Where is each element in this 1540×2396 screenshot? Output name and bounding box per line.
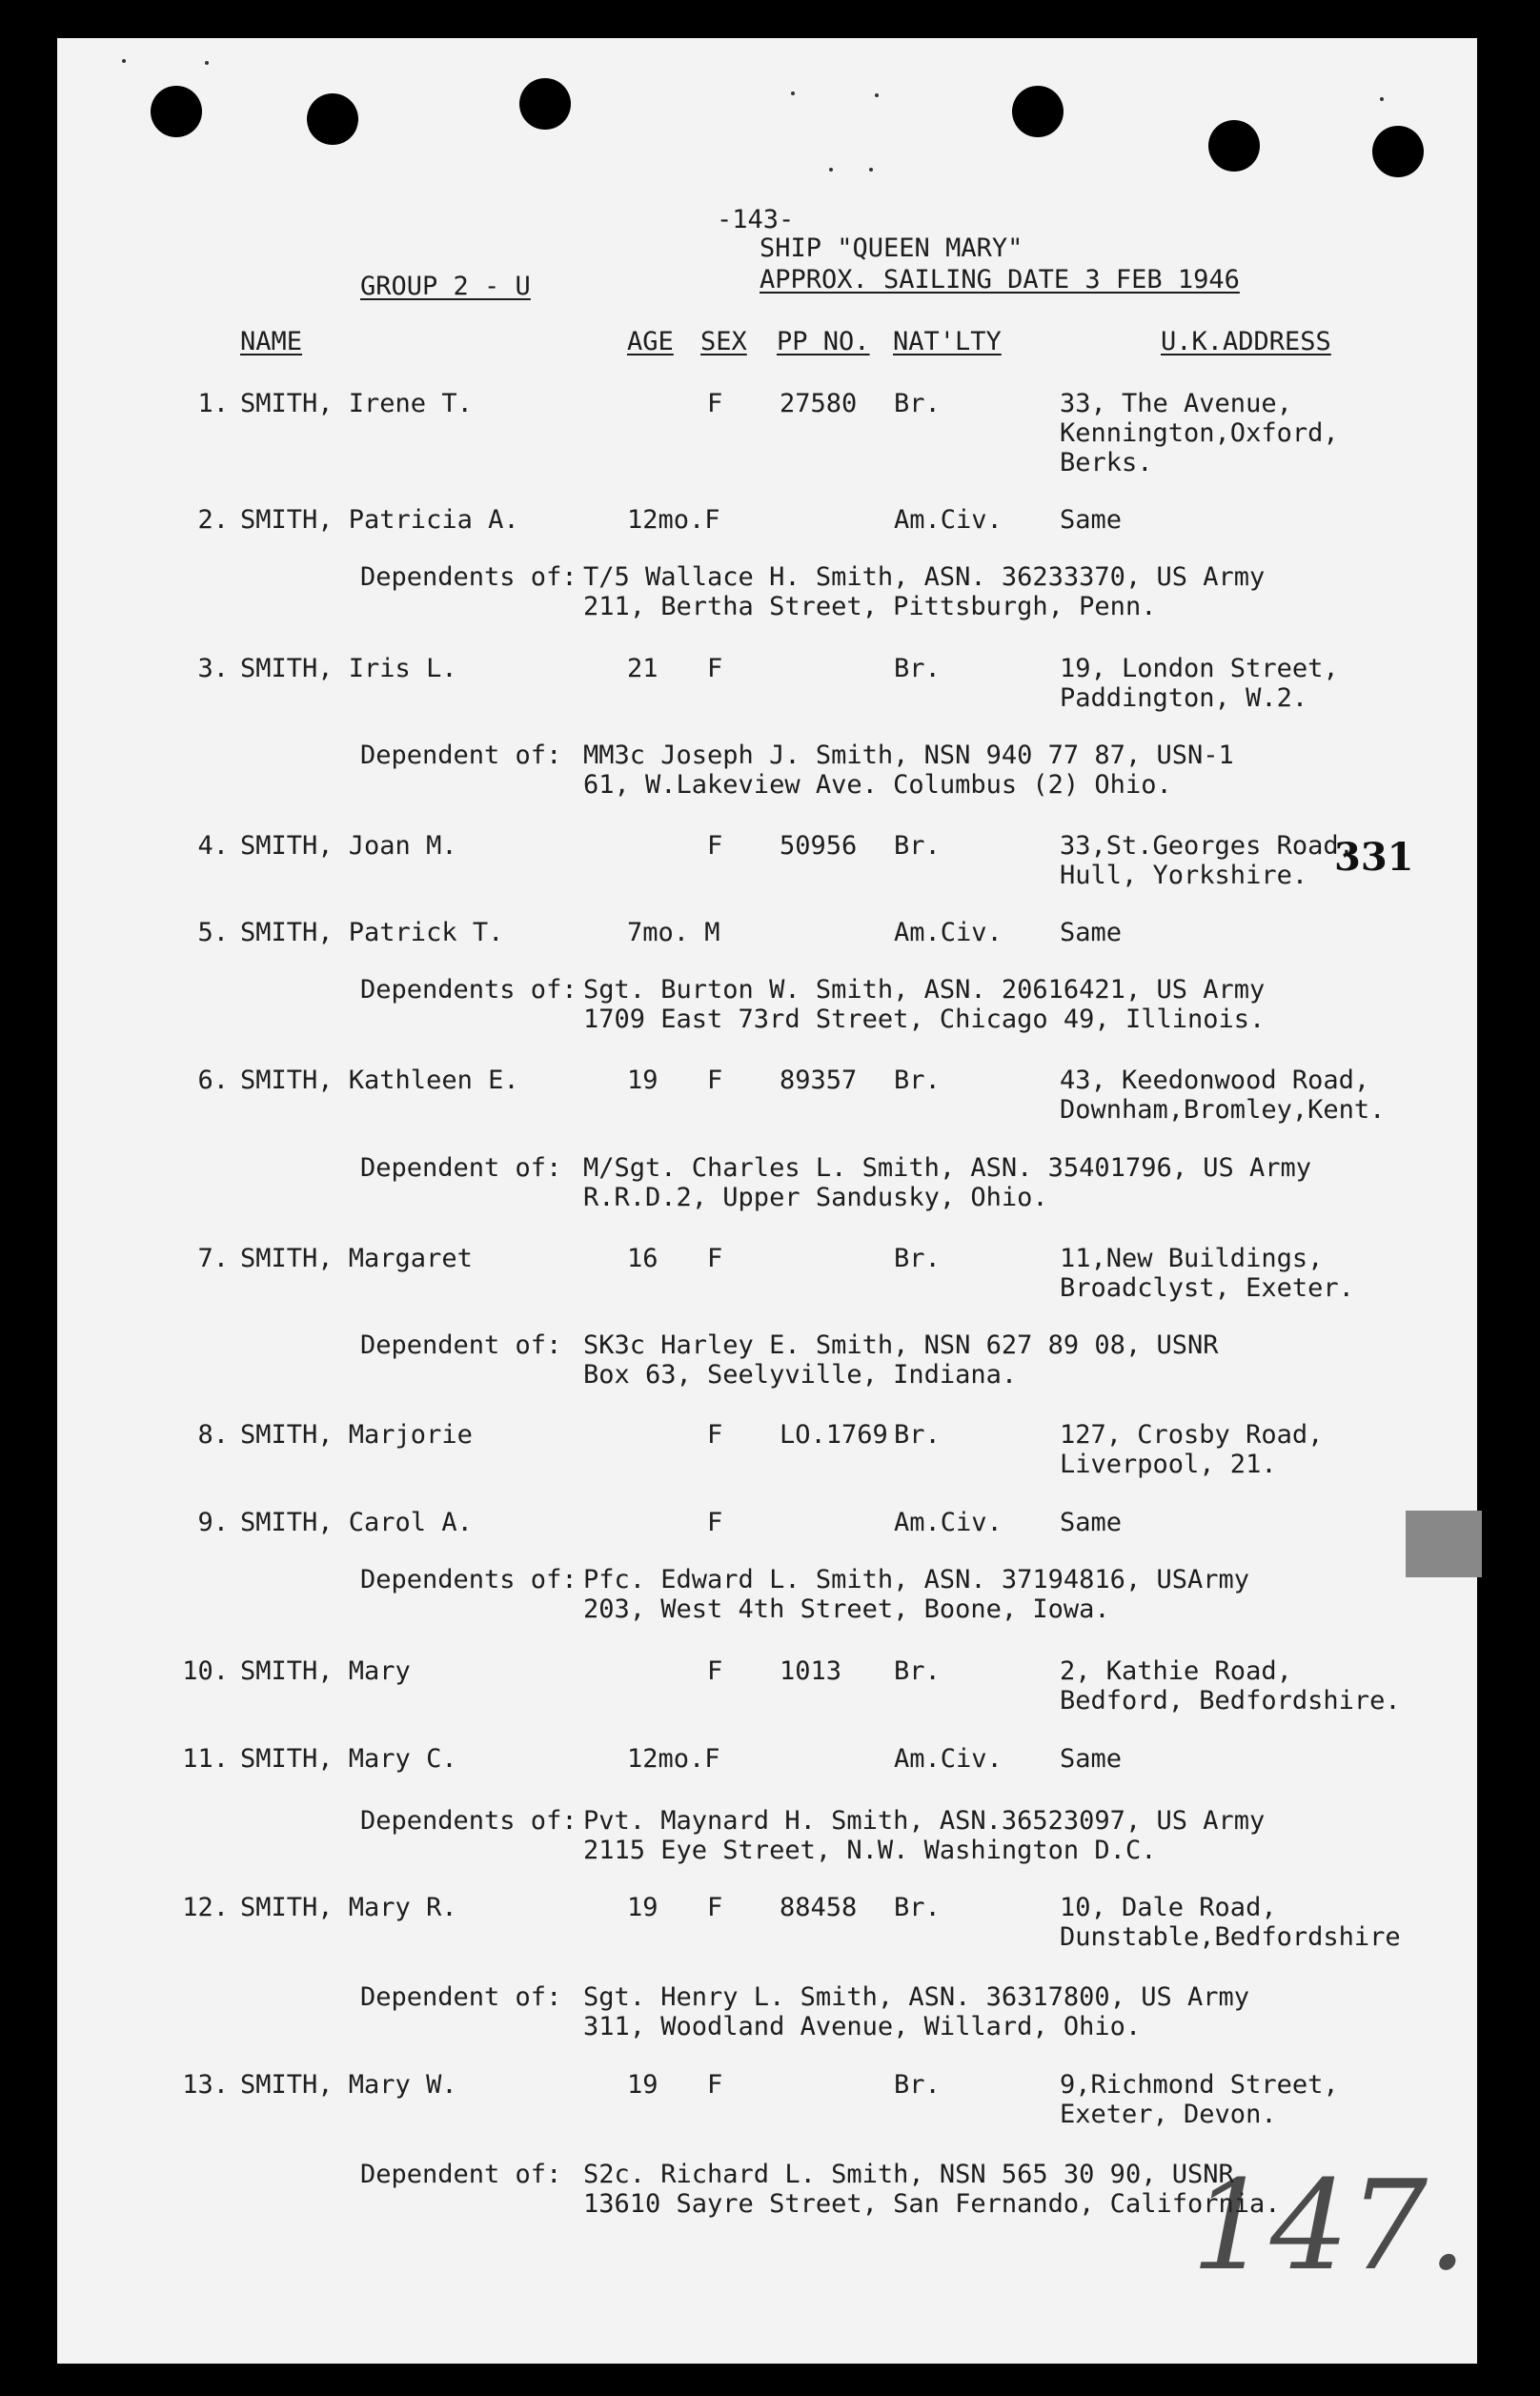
age: 16 (627, 1244, 659, 1273)
dependent-of-text: Sgt. Burton W. Smith, ASN. 20616421, US Army 1709 East 73rd Street, Chicago 49, Illinois. (583, 975, 1266, 1034)
punch-hole (307, 93, 358, 145)
sex: F (707, 1656, 723, 1686)
person-name: SMITH, Mary C. (240, 1744, 457, 1774)
nationality: Br. (894, 1420, 941, 1450)
age: 21 (627, 654, 659, 683)
nationality: Br. (894, 654, 941, 683)
passport-number: 27580 (780, 389, 858, 418)
row-number: 6. (197, 1066, 229, 1095)
ship-name: SHIP "QUEEN MARY" (760, 234, 1023, 263)
dependent-label: Dependent of: (360, 741, 562, 770)
age: 7mo. M (627, 918, 720, 947)
col-name: NAME (240, 327, 303, 356)
passport-number: 1013 (780, 1656, 842, 1686)
nationality: Br. (894, 831, 941, 861)
speck (205, 61, 209, 65)
dependent-label: Dependent of: (360, 1982, 562, 2012)
uk-address: 127, Crosby Road, Liverpool, 21. (1060, 1420, 1324, 1479)
uk-address: 19, London Street, Paddington, W.2. (1060, 654, 1339, 713)
passport-number: 88458 (780, 1893, 858, 1922)
row-number: 5. (197, 918, 229, 947)
dependent-of-text: SK3c Harley E. Smith, NSN 627 89 08, USNR Box 63, Seelyville, Indiana. (583, 1330, 1219, 1390)
row-number: 10. (182, 1656, 229, 1686)
dependent-label: Dependent of: (360, 2160, 562, 2189)
group-label: GROUP 2 - U (360, 272, 531, 301)
person-name: SMITH, Patrick T. (240, 918, 504, 947)
col-pp-no: PP NO. (777, 327, 870, 356)
punch-hole (1372, 126, 1424, 177)
uk-address: Same (1060, 505, 1123, 535)
uk-address: 11,New Buildings, Broadclyst, Exeter. (1060, 1244, 1354, 1303)
speck (875, 93, 879, 97)
sex: F (707, 1066, 723, 1095)
sex: F (707, 389, 723, 418)
person-name: SMITH, Carol A. (240, 1508, 473, 1537)
uk-address: Same (1060, 1508, 1123, 1537)
dependent-label: Dependents of: (360, 1806, 578, 1836)
dependent-label: Dependent of: (360, 1153, 562, 1183)
uk-address: 33, The Avenue, Kennington,Oxford, Berks. (1060, 389, 1339, 477)
uk-address: Same (1060, 918, 1123, 947)
row-number: 11. (182, 1744, 229, 1774)
sex: F (707, 654, 723, 683)
row-number: 13. (182, 2070, 229, 2100)
sailing-date: APPROX. SAILING DATE 3 FEB 1946 (760, 265, 1240, 294)
nationality: Br. (894, 1066, 941, 1095)
age: 12mo.F (627, 1744, 720, 1774)
age: 19 (627, 1893, 659, 1922)
uk-address: Same (1060, 1744, 1123, 1774)
uk-address: 2, Kathie Road, Bedford, Bedfordshire. (1060, 1656, 1401, 1716)
person-name: SMITH, Marjorie (240, 1420, 473, 1450)
age: 19 (627, 1066, 659, 1095)
dependent-label: Dependent of: (360, 1330, 562, 1360)
sex: F (707, 2070, 723, 2100)
nationality: Br. (894, 389, 941, 418)
dependent-label: Dependents of: (360, 1565, 578, 1594)
speck (791, 91, 795, 95)
uk-address: 9,Richmond Street, Exeter, Devon. (1060, 2070, 1339, 2129)
nationality: Am.Civ. (894, 505, 1003, 535)
sex: F (707, 1420, 723, 1450)
handwritten-page-number: 147. (1191, 2153, 1468, 2298)
passport-number: LO.1769 (780, 1420, 888, 1450)
speck (829, 168, 833, 172)
grey-edge-tab (1406, 1511, 1482, 1577)
col-uk-address: U.K.ADDRESS (1161, 327, 1331, 356)
person-name: SMITH, Joan M. (240, 831, 457, 861)
nationality: Br. (894, 1656, 941, 1686)
nationality: Am.Civ. (894, 1508, 1003, 1537)
row-number: 7. (197, 1244, 229, 1273)
row-number: 3. (197, 654, 229, 683)
dependent-of-text: Pvt. Maynard H. Smith, ASN.36523097, US Army 2115 Eye Street, N.W. Washington D.C. (583, 1806, 1266, 1865)
speck (122, 59, 126, 63)
dependent-of-text: MM3c Joseph J. Smith, NSN 940 77 87, USN-1 61, W.Lakeview Ave. Columbus (2) Ohio. (583, 741, 1234, 800)
person-name: SMITH, Mary R. (240, 1893, 457, 1922)
person-name: SMITH, Mary W. (240, 2070, 457, 2100)
stamp-number: 331 (1334, 835, 1414, 880)
row-number: 2. (197, 505, 229, 535)
age: 12mo.F (627, 505, 720, 535)
sex: F (707, 831, 723, 861)
dependent-label: Dependents of: (360, 562, 578, 592)
sex: F (707, 1508, 723, 1537)
row-number: 1. (197, 389, 229, 418)
sex: F (707, 1244, 723, 1273)
speck (869, 168, 873, 172)
uk-address: 43, Keedonwood Road, Downham,Bromley,Kent. (1060, 1066, 1386, 1125)
passport-number: 50956 (780, 831, 858, 861)
col-age: AGE (627, 327, 674, 356)
person-name: SMITH, Iris L. (240, 654, 457, 683)
sex: F (707, 1893, 723, 1922)
person-name: SMITH, Irene T. (240, 389, 473, 418)
nationality: Br. (894, 2070, 941, 2100)
dependent-of-text: M/Sgt. Charles L. Smith, ASN. 35401796, US Army R.R.D.2, Upper Sandusky, Ohio. (583, 1153, 1312, 1212)
dependent-of-text: T/5 Wallace H. Smith, ASN. 36233370, US Army 211, Bertha Street, Pittsburgh, Penn. (583, 562, 1266, 621)
dependent-of-text: S2c. Richard L. Smith, NSN 565 30 90, USNR 13610 Sayre Street, San Fernando, California. (583, 2160, 1281, 2219)
uk-address: 10, Dale Road, Dunstable,Bedfordshire (1060, 1893, 1401, 1952)
page-number: -143- (717, 205, 795, 234)
nationality: Am.Civ. (894, 1744, 1003, 1774)
nationality: Br. (894, 1244, 941, 1273)
speck (1380, 97, 1384, 101)
row-number: 12. (182, 1893, 229, 1922)
punch-hole (519, 78, 571, 130)
dependent-of-text: Pfc. Edward L. Smith, ASN. 37194816, USArmy 203, West 4th Street, Boone, Iowa. (583, 1565, 1249, 1624)
person-name: SMITH, Patricia A. (240, 505, 519, 535)
punch-hole (151, 86, 202, 137)
punch-hole (1012, 86, 1064, 137)
nationality: Br. (894, 1893, 941, 1922)
uk-address: 33,St.Georges Road, Hull, Yorkshire. (1060, 831, 1354, 890)
punch-hole (1208, 120, 1260, 172)
dependent-of-text: Sgt. Henry L. Smith, ASN. 36317800, US Army 311, Woodland Avenue, Willard, Ohio. (583, 1982, 1249, 2041)
row-number: 4. (197, 831, 229, 861)
col-natlty: NAT'LTY (893, 327, 1002, 356)
col-sex: SEX (700, 327, 747, 356)
person-name: SMITH, Mary (240, 1656, 411, 1686)
person-name: SMITH, Kathleen E. (240, 1066, 519, 1095)
person-name: SMITH, Margaret (240, 1244, 473, 1273)
row-number: 8. (197, 1420, 229, 1450)
dependent-label: Dependents of: (360, 975, 578, 1005)
age: 19 (627, 2070, 659, 2100)
nationality: Am.Civ. (894, 918, 1003, 947)
passport-number: 89357 (780, 1066, 858, 1095)
row-number: 9. (197, 1508, 229, 1537)
